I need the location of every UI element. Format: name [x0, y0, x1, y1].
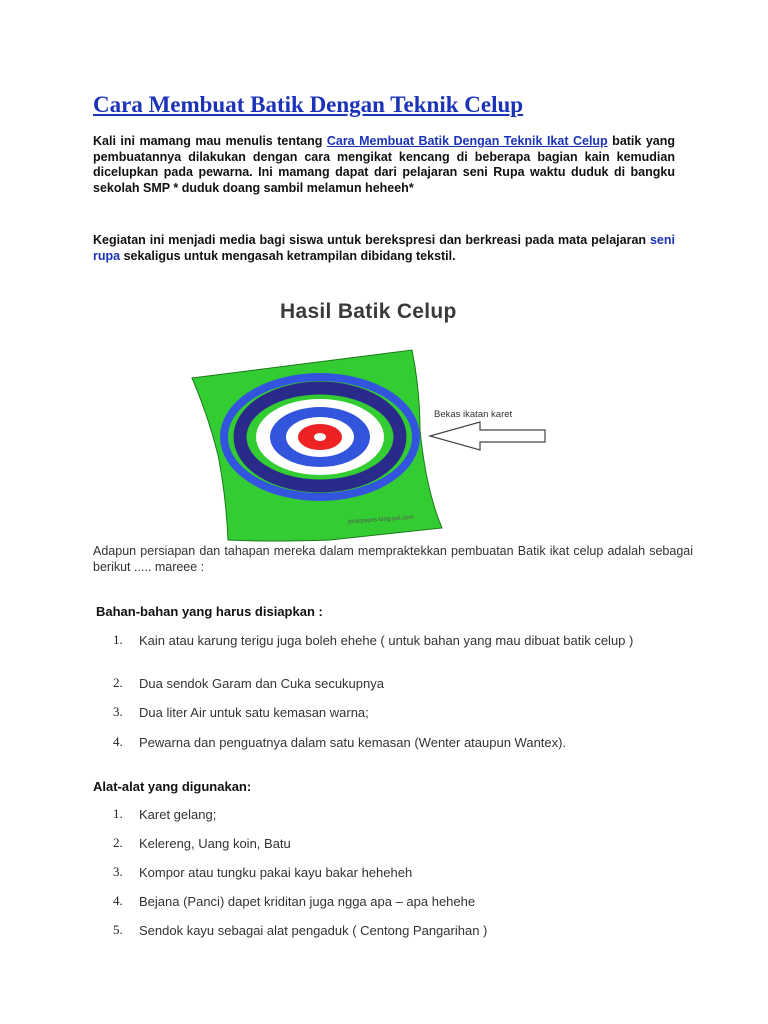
arrow-icon	[430, 422, 545, 450]
list-number: 2.	[113, 835, 123, 850]
page-title[interactable]: Cara Membuat Batik Dengan Teknik Celup	[93, 92, 524, 117]
seni-rupa-link[interactable]: seni rupa	[93, 233, 675, 263]
para2-lead: Kegiatan ini menjadi media bagi siswa untuk berekspresi dan berkreasi pada mata pelajaran	[93, 233, 650, 247]
intro-link[interactable]: Cara Membuat Batik Dengan Teknik Ikat Celup	[326, 134, 608, 148]
materials-heading: Bahan-bahan yang harus disiapkan :	[96, 604, 323, 619]
list-text: Kelereng, Uang koin, Batu	[139, 836, 291, 851]
list-number: 4.	[113, 734, 123, 749]
tools-heading: Alat-alat yang digunakan:	[93, 779, 252, 794]
intro-paragraph	[93, 134, 675, 196]
figure-credit: pirasyapns-blog-pot.com	[347, 514, 414, 526]
list-number: 4.	[113, 893, 123, 908]
list-number: 1.	[113, 632, 123, 647]
list-number: 3.	[113, 704, 123, 719]
figure-title: Hasil Batik Celup	[280, 300, 457, 323]
list-number: 2.	[113, 675, 123, 690]
list-text: Dua liter Air untuk satu kemasan warna;	[139, 705, 369, 720]
batik-figure	[180, 290, 560, 545]
list-text: Dua sendok Garam dan Cuka secukupnya	[139, 676, 384, 691]
para2-rest: sekaligus untuk mengasah ketrampilan dibidang tekstil.	[120, 248, 456, 263]
list-text: Sendok kayu sebagai alat pengaduk ( Centong Pangarihan )	[139, 923, 488, 938]
list-text: Bejana (Panci) dapet kriditan juga ngga apa – apa hehehe	[139, 894, 476, 909]
list-text: Karet gelang;	[139, 807, 217, 822]
list-number: 3.	[113, 864, 123, 879]
list-number: 1.	[113, 806, 123, 821]
list-text: Kain atau karung terigu juga boleh ehehe ( untuk bahan yang mau dibuat batik celup )	[139, 633, 634, 648]
intro-lead: Kali ini mamang mau menulis tentang	[93, 134, 327, 148]
intro-rest: batik yang pembuatannya dilakukan dengan cara mengikat kencang di beberapa bagian kain kemudian dicelupkan pada pewarna. Ini mamang dapat dari pelajaran seni Rupa waktu duduk di bangku sekolah SMP * duduk doang sambil melamun heheeh*	[93, 134, 676, 195]
second-paragraph	[93, 233, 675, 264]
third-paragraph: Adapun persiapan dan tahapan mereka dalam mempraktekkan pembuatan Batik ikat celup adalah sebagai berikut ..... mareee :	[93, 544, 693, 574]
arrow-label: Bekas ikatan karet	[434, 409, 513, 420]
list-text: Pewarna dan penguatnya dalam satu kemasan (Wenter ataupun Wantex).	[139, 735, 567, 750]
list-text: Kompor atau tungku pakai kayu bakar heheheh	[139, 865, 413, 880]
list-number: 5.	[113, 922, 123, 937]
center-dot	[314, 433, 326, 441]
